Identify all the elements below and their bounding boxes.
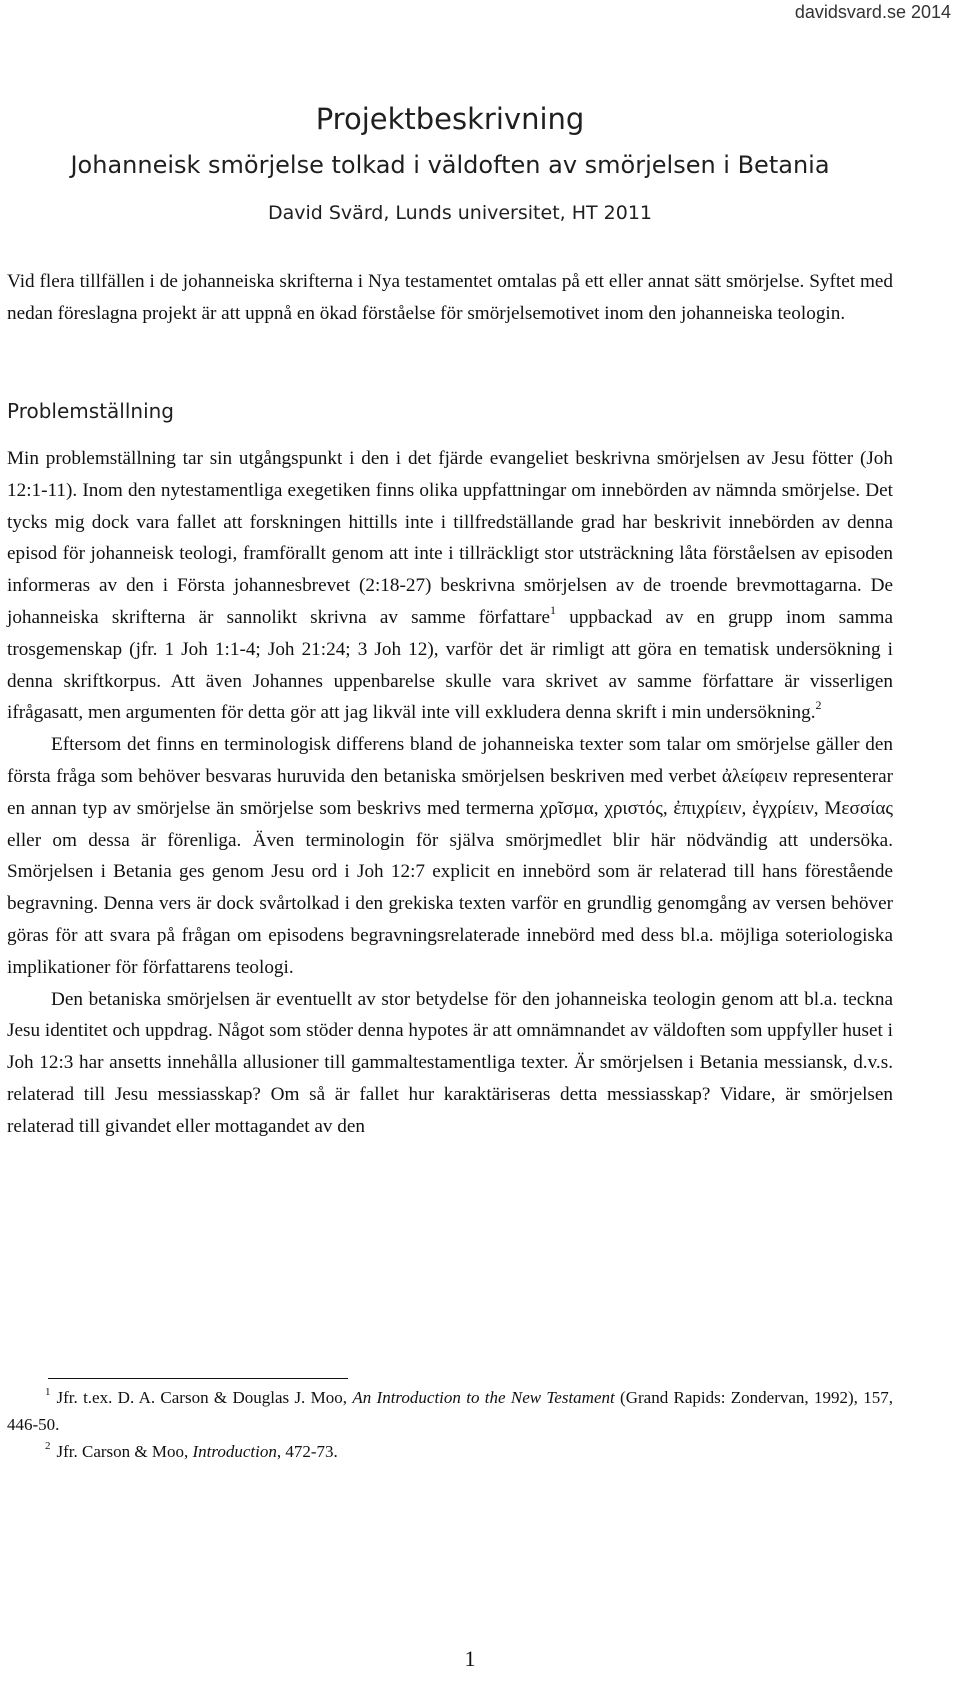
footnote-separator — [48, 1378, 348, 1379]
intro-paragraph: Vid flera tillfällen i de johanneiska skrifterna i Nya testamentet omtalas på ett eller annat sätt smörjelse. Syftet med nedan föreslagna projekt är att uppnå en ökad förståelse för smörjelsemotivet inom den johanneiska teologin. — [7, 271, 893, 324]
section-body — [7, 443, 893, 1143]
author-line: David Svärd, Lunds universitet, HT 2011 — [267, 202, 653, 224]
footnote-2-title: Introduction — [192, 1442, 277, 1461]
footnotes — [7, 1384, 893, 1465]
footnote-1-title: An Introduction to the New Testament — [352, 1388, 615, 1407]
paragraph-3: Den betaniska smörjelsen är eventuellt av stor betydelse för den johanneiska teologin genom att bl.a. teckna Jesu identitet och uppdrag. Något som stöder denna hypotes är att omnämnandet av väldoften som uppfyller huset i Joh 12:3 har ansetts innehålla allusioner till gammaltestamentliga texter. Är smörjelsen i Betania messiansk, d.v.s. relaterad till Jesu messiasskap? Om så är fallet hur karaktäriseras detta messiasskap? Vidare, är smörjelsen relaterad till givandet eller mottagandet av den — [7, 988, 893, 1137]
watermark: davidsvard.se 2014 — [794, 2, 951, 22]
document-title: Projektbeskrivning — [315, 102, 585, 136]
footnote-2 — [7, 1438, 893, 1465]
footnote-2-text-pre: Jfr. Carson & Moo, — [56, 1442, 193, 1461]
footnote-1-number: 1 — [45, 1386, 51, 1398]
footnote-1-text-pre: Jfr. t.ex. D. A. Carson & Douglas J. Moo, — [56, 1388, 353, 1407]
footnote-1-text-post: (Grand Rapids: Zondervan, 1992), 157, 446-50. — [7, 1388, 893, 1434]
document-subtitle: Johanneisk smörjelse tolkad i väldoften av smörjelsen i Betania — [70, 151, 830, 179]
paragraph-1-part-b: uppbackad av en grupp inom samma trosgemenskap (jfr. 1 Joh 1:1-4; Joh 21:24; 3 Joh 12), varför det är rimligt att göra en tematisk undersökning i denna skriftkorpus. Att även Johannes uppenbarelse skulle vara skrivet av samme författare är visserligen ifrågasatt, men argumenten för detta gör att jag likväl inte vill exkludera denna skrift i min undersökning. — [7, 606, 894, 724]
footnote-1 — [7, 1384, 893, 1438]
paragraph-1 — [7, 443, 893, 729]
page-number: 1 — [464, 1646, 476, 1671]
paragraph-1-part-a: Min problemställning tar sin utgångspunkt i den i det fjärde evangeliet beskrivna smörjelsen av Jesu fötter (Joh 12:1-11). Inom den nytestamentliga exegetiken finns olika uppfattningar om innebörden av nämnda smörjelse. Det tycks mig dock vara fallet att forskningen hittills inte i tillfredställande grad har beskrivit innebörden av denna episod för johanneisk teologi, framförallt genom att inte i tillräckligt stor utsträckning låta förståelsen av episoden informeras av den i Första johannesbrevet (2:18-27) beskrivna smörjelsen av de troende brevmottagarna. De johanneiska skrifterna är sannolikt skrivna av samme författare — [7, 448, 893, 628]
paragraph-2: Eftersom det finns en terminologisk differens bland de johanneiska texter som talar om smörjelse gäller den första fråga som behöver besvaras huruvida den betaniska smörjelsen beskriven med verbet ἀλείφειν representerar en annan typ av smörjelse än smörjelse som beskrivs med termerna χρῖσμα, χριστός, ἐπιχρίειν, ἐγχρίειν, Μεσσίας eller om dessa är förenliga. Även terminologin för själva smörjmedlet blir här nödvändig att undersöka. Smörjelsen i Betania ges genom Jesu ord i Joh 12:7 explicit en innebörd som är relaterad till hans förestående begravning. Denna vers är dock svårtolkad i den grekiska texten varför en grundlig genomgång av versen behöver göras för att svara på frågan om episodens begravningsrelaterade innebörd med dess bl.a. möjliga soteriologiska implikationer för författarens teologi. — [7, 734, 893, 978]
footnote-2-text-post: , 472-73. — [276, 1442, 338, 1461]
section-heading: Problemställning — [7, 399, 175, 423]
footnote-2-number: 2 — [45, 1440, 51, 1452]
footnote-ref-2: 2 — [815, 698, 822, 713]
footnote-ref-1: 1 — [550, 602, 557, 617]
